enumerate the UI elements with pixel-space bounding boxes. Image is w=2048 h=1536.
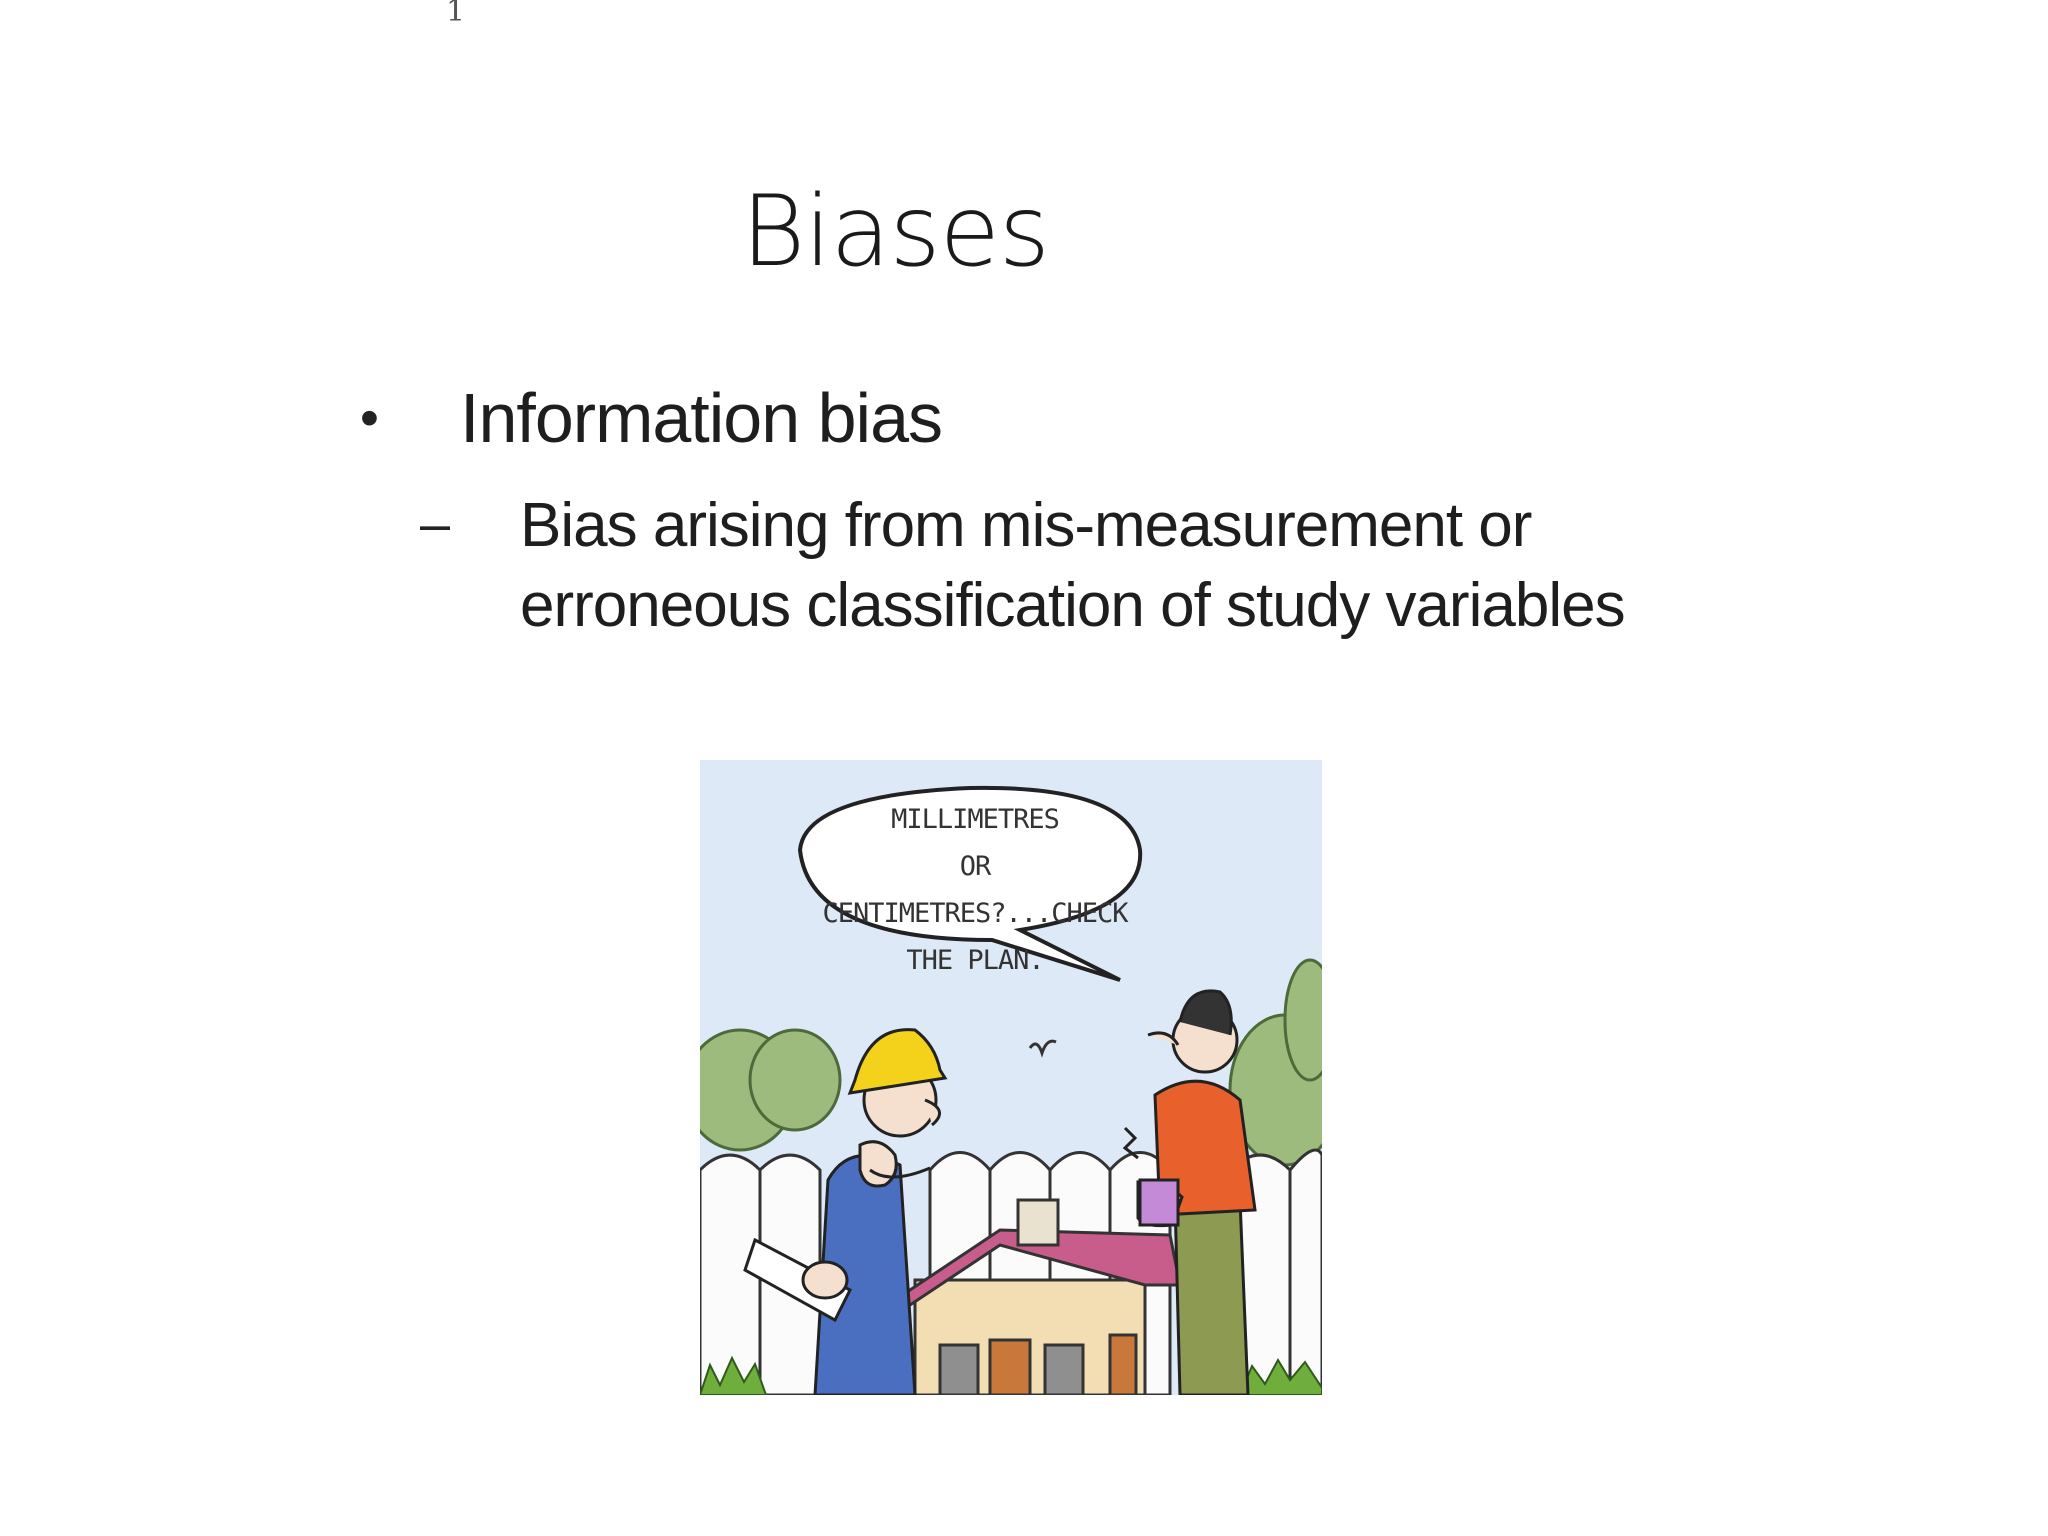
- bullet-text: Information bias: [460, 379, 943, 457]
- bird: [1030, 1041, 1056, 1053]
- speech-line-2: OR CENTIMETRES?...CHECK: [822, 851, 1128, 929]
- slide-title: Biases: [741, 175, 1049, 289]
- bullet-item: [360, 368, 942, 468]
- sub-bullet-item: [420, 486, 1790, 646]
- page-corner-mark: 1: [446, 0, 466, 29]
- speech-line-3: THE PLAN.: [906, 945, 1044, 976]
- sub-bullet-symbol: –: [420, 494, 451, 554]
- cartoon-illustration: [700, 760, 1322, 1395]
- speech-bubble-text: [815, 796, 1135, 984]
- speech-line-1: MILLIMETRES: [891, 804, 1059, 835]
- bullet-symbol: •: [360, 388, 379, 448]
- sub-bullet-text: Bias arising from mis-measurement or erroneous classification of study variables: [520, 491, 1625, 640]
